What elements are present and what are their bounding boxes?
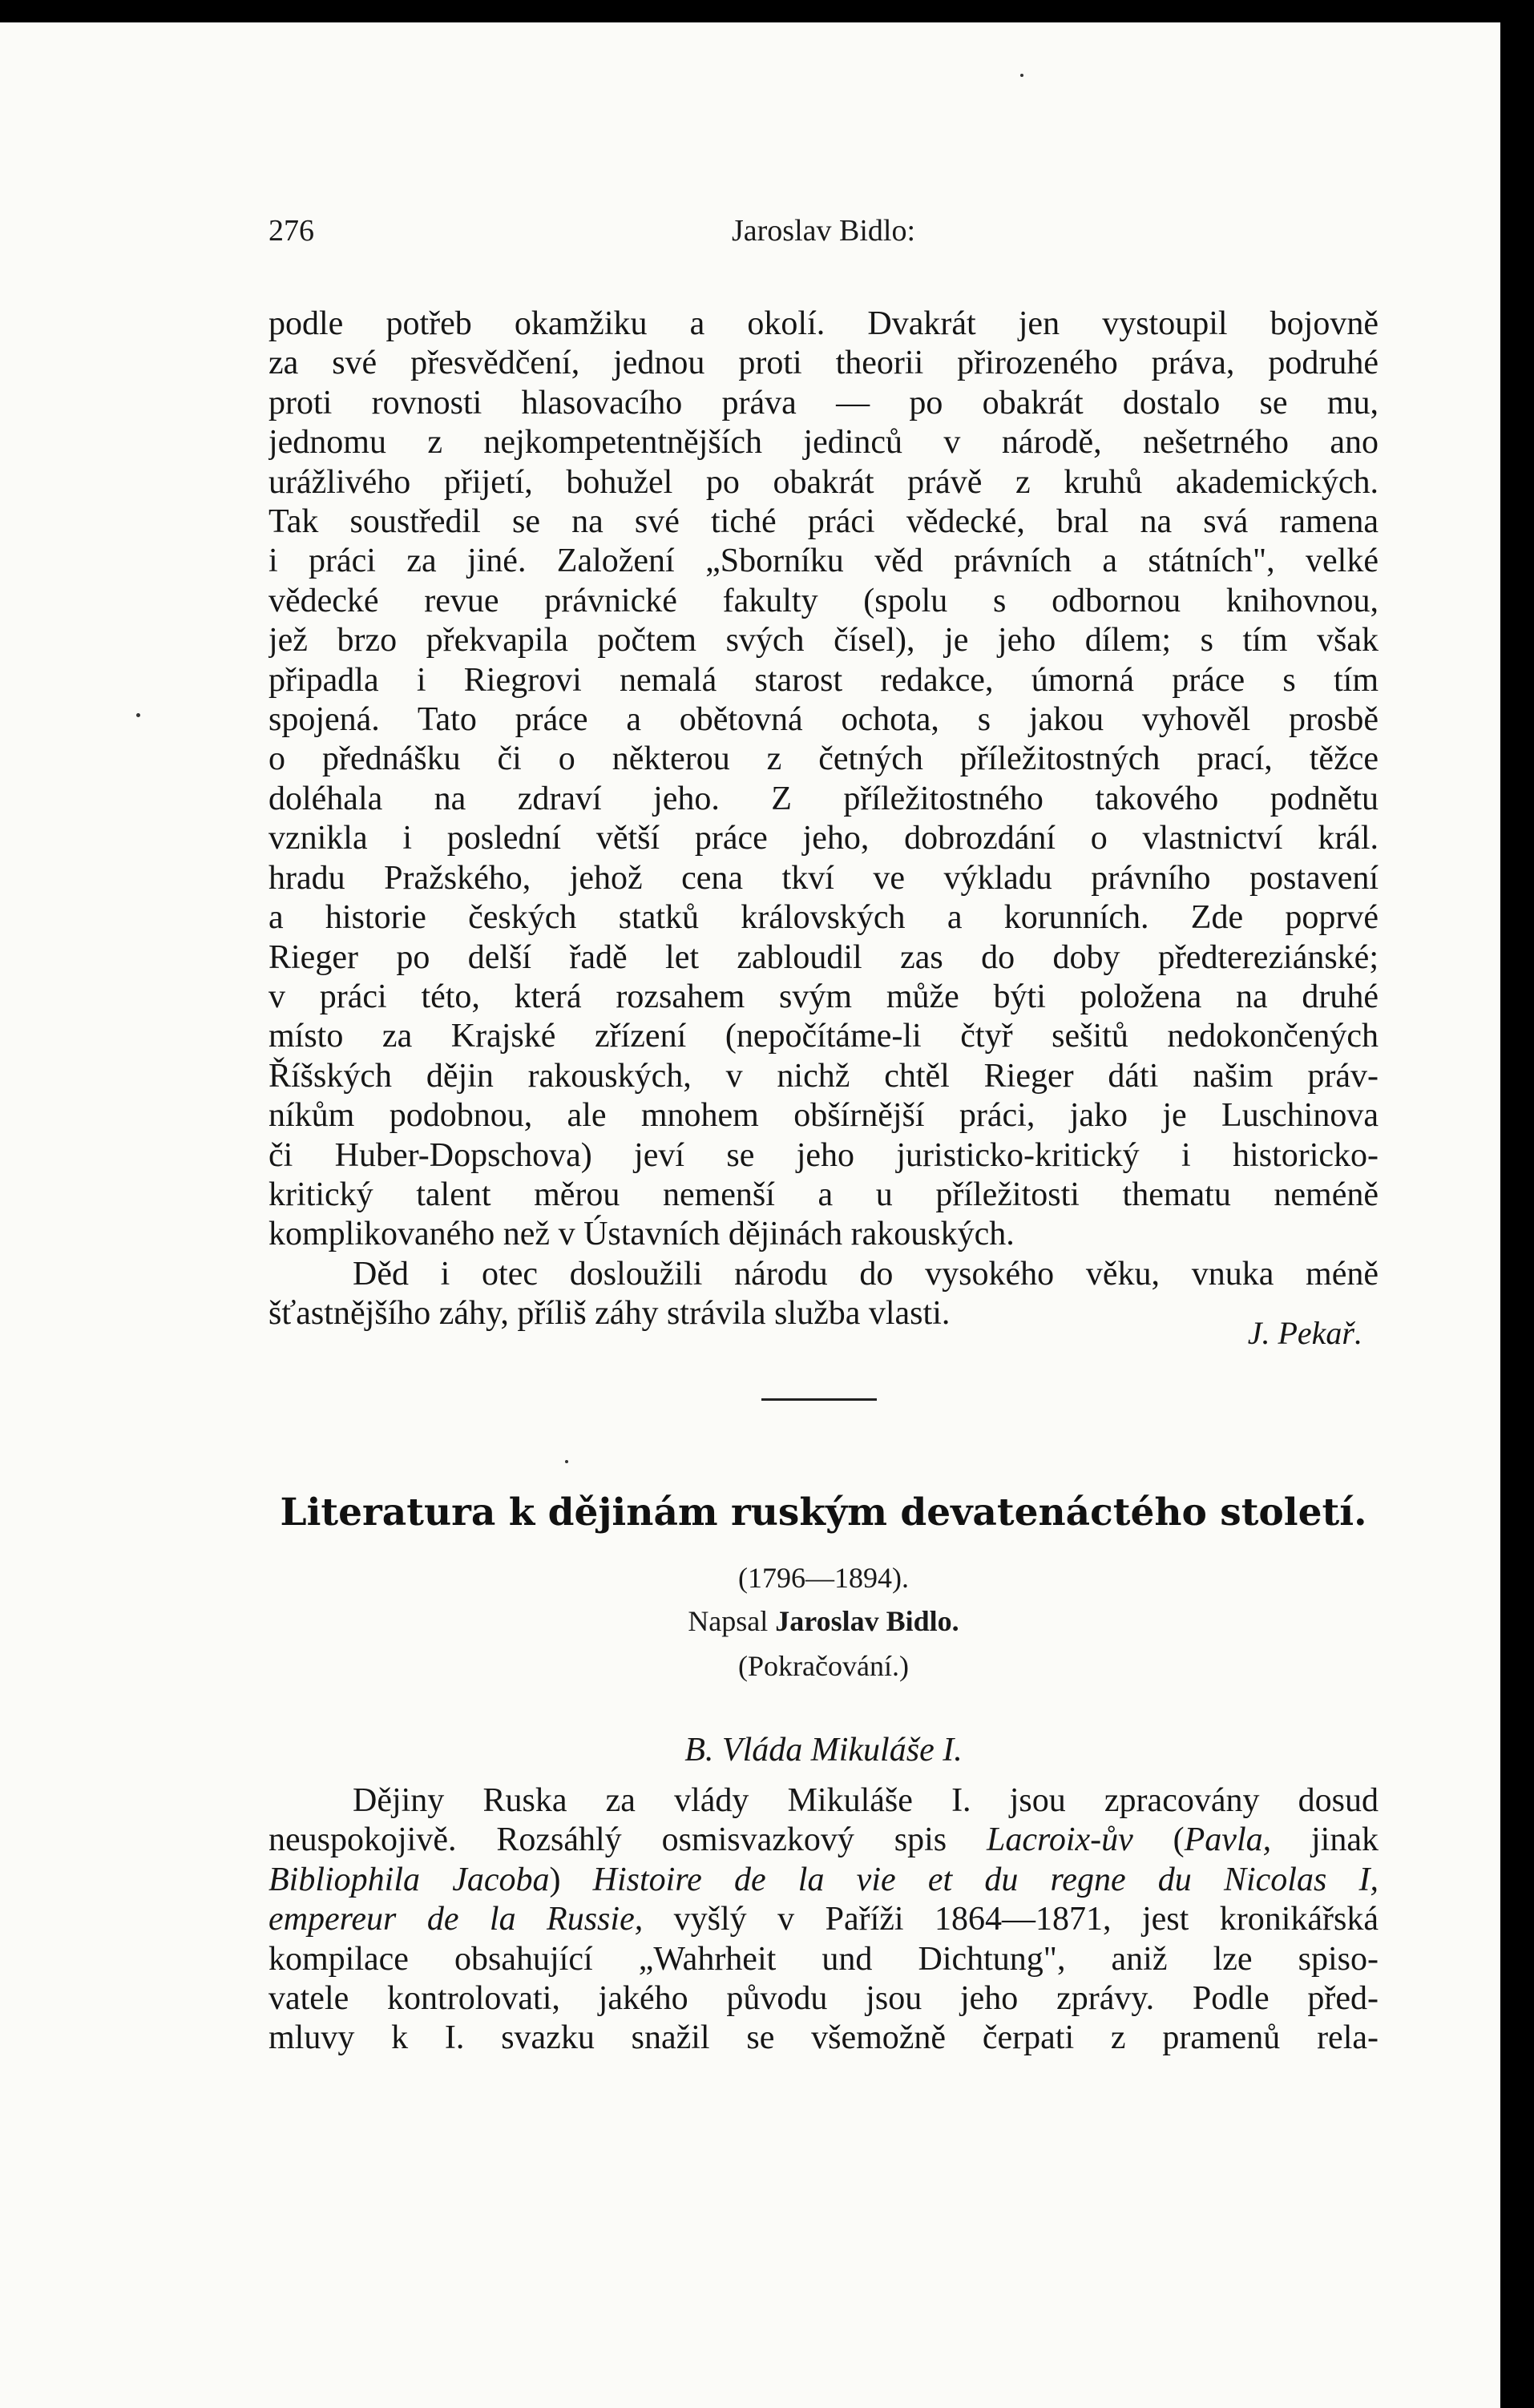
text-line: Tak soustředil se na své tiché práci vědecké, bral na svá ramena — [268, 503, 1379, 541]
page-number: 276 — [268, 214, 314, 248]
text-line: vatele kontrolovati, jakého původu jsou jeho zprávy. Podle před- — [268, 1980, 1379, 2018]
signature: J. Pekař. — [1247, 1315, 1362, 1351]
text-line: spojená. Tato práce a obětovná ochota, s jakou vyhověl prosbě — [268, 701, 1379, 739]
scan-speck — [1020, 74, 1023, 77]
text-line: empereur de la Russie, vyšlý v Paříži 1864—1871, jest kronikářská — [268, 1901, 1379, 1938]
text-line: v práci této, která rozsahem svým může býti položena na druhé — [268, 978, 1379, 1015]
text-line: mluvy k I. svazku snažil se všemožně čerpati z pramenů rela- — [268, 2019, 1379, 2057]
text-line: i práci za jiné. Založení „Sborníku věd právních a státních", velké — [268, 543, 1379, 580]
text-line: kritický talent měrou nemenší a u příležitosti thematu neméně — [268, 1176, 1379, 1213]
author-name: Jaroslav Bidlo. — [775, 1605, 959, 1637]
article-title: Literatura k dějinám ruským devatenáctého století. — [280, 1490, 1367, 1535]
text-line: Říšských dějin rakouských, v nichž chtěl Rieger dáti našim práv- — [268, 1057, 1379, 1095]
text-line: vznikla i poslední větší práce jeho, dobrozdání o vlastnictví král. — [268, 820, 1379, 857]
scan-border — [1500, 22, 1534, 2408]
text-line: Děd i otec dosloužili národu do vysokého věku, vnuka méně — [353, 1255, 1379, 1293]
text-line: místo za Krajské zřízení (nepočítáme-li čtyř sešitů nedokončených — [268, 1018, 1379, 1055]
article-author — [268, 1604, 1379, 1638]
section-divider — [761, 1398, 877, 1401]
text-line: připadla i Riegrovi nemalá starost redakce, úmorná práce s tím — [268, 661, 1379, 699]
text-line: jednomu z nejkompetentnějších jedinců v národě, nešetrného ano — [268, 424, 1379, 462]
text-line: kompilace obsahující „Wahrheit und Dichtung", aniž lze spiso- — [268, 1940, 1379, 1978]
text-line: Bibliophila Jacoba) Histoire de la vie et du regne du Nicolas I, — [268, 1861, 1379, 1898]
text-line: neuspokojivě. Rozsáhlý osmisvazkový spis Lacroix-ův (Pavla, jinak — [268, 1821, 1379, 1859]
text-line: níkům podobnou, ale mnohem obšírnější práci, jako je Luschinova — [268, 1097, 1379, 1135]
text-line: vědecké revue právnické fakulty (spolu s odbornou knihovnou, — [268, 582, 1379, 619]
text-line: podle potřeb okamžiku a okolí. Dvakrát jen vystoupil bojovně — [268, 305, 1379, 342]
author-prefix: Napsal — [688, 1605, 769, 1637]
text-line: Rieger po delší řadě let zabloudil zas do doby předtereziánské; — [268, 938, 1379, 976]
page-header — [268, 213, 1379, 258]
article-years: (1796—1894). — [738, 1562, 909, 1594]
text-line: proti rovnosti hlasovacího práva — po obakrát dostalo se mu, — [268, 384, 1379, 422]
text-line: doléhala na zdraví jeho. Z příležitostného takového podnětu — [268, 780, 1379, 817]
section-heading: B. Vláda Mikuláše I. — [684, 1732, 963, 1769]
scan-speck — [136, 713, 140, 717]
scan-speck — [565, 1460, 568, 1463]
text-line: o přednášku či o některou z četných příležitostných prací, těžce — [268, 740, 1379, 778]
text-line: šťastnějšího záhy, příliš záhy strávila služba vlasti. — [268, 1295, 951, 1333]
article-paragraph — [268, 1781, 1379, 2059]
text-line: urážlivého přijetí, bohužel po obakrát právě z kruhů akademických. — [268, 463, 1379, 501]
running-title: Jaroslav Bidlo: — [731, 214, 916, 248]
article-continuation: (Pokračování.) — [738, 1650, 909, 1682]
obituary-paragraph — [268, 305, 1379, 1334]
text-line: či Huber-Dopschova) jeví se jeho juristicko-kritický i historicko- — [268, 1136, 1379, 1174]
text-line: hradu Pražského, jehož cena tkví ve výkladu právního postavení — [268, 859, 1379, 897]
text-line: jež brzo překvapila počtem svých čísel), je jeho dílem; s tím však — [268, 622, 1379, 659]
text-line: za své přesvědčení, jednou proti theorii přirozeného práva, podruhé — [268, 345, 1379, 382]
text-line: Dějiny Ruska za vlády Mikuláše I. jsou zpracovány dosud — [353, 1782, 1379, 1819]
text-line: a historie českých statků královských a korunních. Zde poprvé — [268, 899, 1379, 937]
text-line: komplikovaného než v Ústavních dějinách rakouských. — [268, 1216, 1015, 1253]
